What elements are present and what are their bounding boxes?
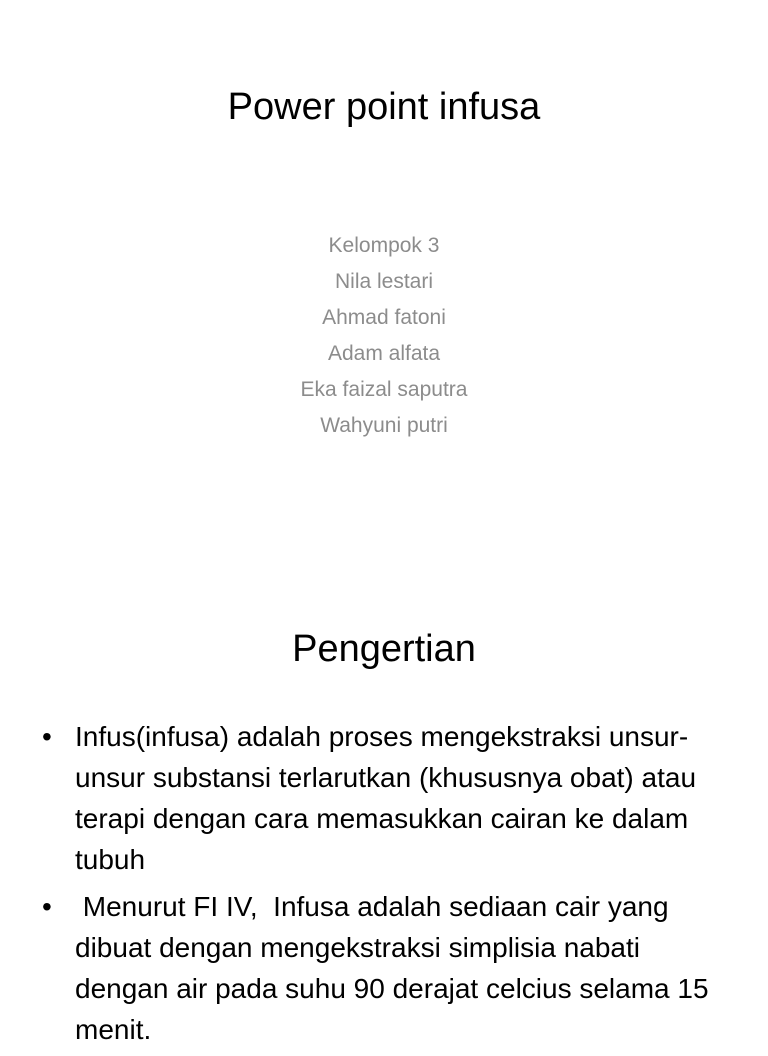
subtitle-line: Ahmad fatoni xyxy=(322,306,446,329)
subtitle-line: Kelompok 3 xyxy=(328,234,440,257)
slide-title-heading: Power point infusa xyxy=(227,86,541,128)
bullet-list xyxy=(0,716,768,1056)
bullet-item xyxy=(0,716,768,880)
bullet-text: Menurut FI IV, Infusa adalah sediaan cair yang dibuat dengan mengekstraksi simplisia nabati dengan air pada suhu 90 derajat celcius selama 15 menit. xyxy=(75,891,717,1045)
subtitle-line: Eka faizal saputra xyxy=(300,378,468,401)
slide-pengertian-heading: Pengertian xyxy=(292,628,476,670)
subtitle-line: Wahyuni putri xyxy=(320,414,448,437)
slide-pengertian xyxy=(0,576,768,1045)
subtitle-line: Adam alfata xyxy=(327,342,441,365)
group-members-list xyxy=(0,228,768,444)
bullet-dot-icon: • xyxy=(42,891,52,922)
bullet-dot-icon: • xyxy=(42,721,52,752)
bullet-item xyxy=(0,886,768,1050)
bullet-text: Infus(infusa) adalah proses mengekstraksi unsur-unsur substansi terlarutkan (khususnya obat) atau terapi dengan cara memasukkan cairan ke dalam tubuh xyxy=(75,721,697,875)
subtitle-line: Nila lestari xyxy=(334,270,434,293)
